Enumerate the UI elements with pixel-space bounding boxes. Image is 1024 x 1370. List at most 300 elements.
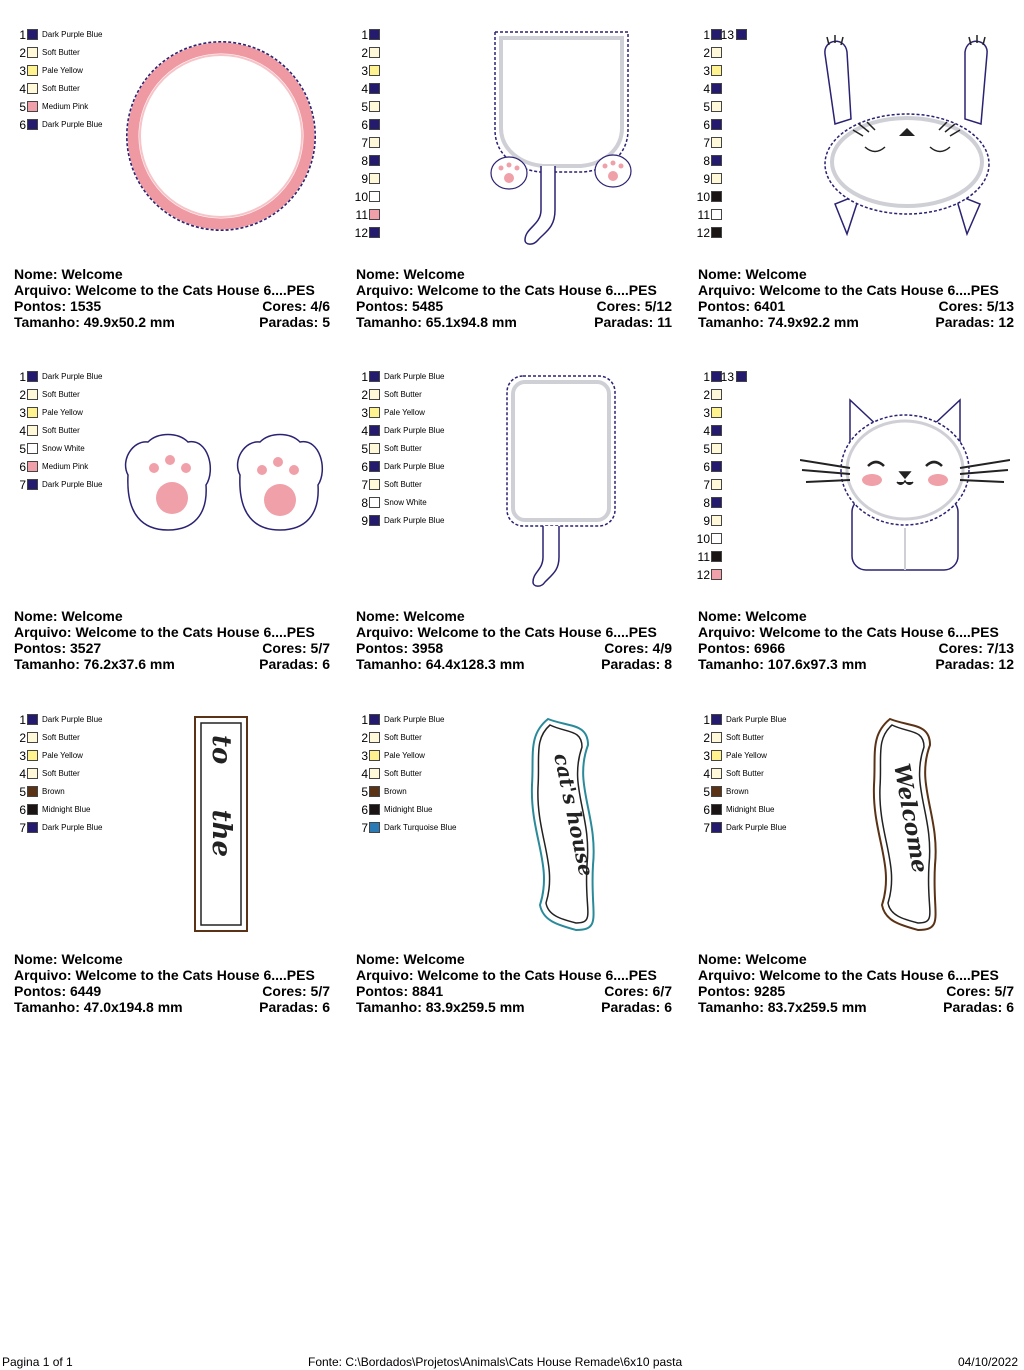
thread-number: 1 <box>703 370 710 384</box>
info-line <box>356 298 672 314</box>
thread-row <box>354 26 474 44</box>
thread-number: 13 <box>720 28 734 42</box>
thread-number: 7 <box>361 821 368 835</box>
thread-row <box>696 404 816 422</box>
cats-house-banner-preview <box>518 715 608 935</box>
design-card-body-tall[interactable] <box>348 358 678 678</box>
info-line <box>698 967 1014 983</box>
thread-color-swatch <box>27 83 38 94</box>
thread-row <box>696 80 816 98</box>
thread-color-name: Dark Purple Blue <box>384 715 445 724</box>
cat-paws-preview <box>118 430 330 540</box>
thread-color-name: Soft Butter <box>726 769 764 778</box>
thread-color-swatch <box>27 822 38 833</box>
thread-color-swatch <box>369 732 380 743</box>
thread-color-swatch <box>27 714 38 725</box>
design-info <box>356 266 672 330</box>
thread-color-name: Soft Butter <box>42 84 80 93</box>
design-size: Tamanho: 47.0x194.8 mm <box>14 999 183 1015</box>
thread-color-swatch <box>369 750 380 761</box>
thread-color-swatch <box>369 173 380 184</box>
thread-number: 13 <box>720 370 734 384</box>
thread-color-name: Soft Butter <box>384 444 422 453</box>
thread-row <box>354 116 474 134</box>
thread-row <box>354 783 474 801</box>
thread-number: 9 <box>361 514 368 528</box>
thread-color-name: Dark Purple Blue <box>384 426 445 435</box>
thread-color-swatch <box>27 101 38 112</box>
info-line <box>14 624 330 640</box>
ring-appliqué-preview <box>121 34 321 239</box>
info-line <box>698 951 1014 967</box>
thread-color-swatch <box>27 804 38 815</box>
info-line <box>698 298 1014 314</box>
thread-row <box>12 116 132 134</box>
design-file: Arquivo: Welcome to the Cats House 6....PES <box>356 624 657 640</box>
design-info <box>698 266 1014 330</box>
info-line <box>698 983 1014 999</box>
thread-color-name: Soft Butter <box>42 426 80 435</box>
info-line <box>356 266 672 282</box>
thread-number: 7 <box>361 478 368 492</box>
thread-row <box>12 422 132 440</box>
banner-text: Welcome <box>888 761 933 875</box>
thread-row <box>696 134 816 152</box>
thread-row <box>354 440 474 458</box>
thread-color-swatch <box>711 209 722 220</box>
thread-number: 5 <box>703 785 710 799</box>
thread-color-swatch <box>369 371 380 382</box>
thread-color-swatch <box>369 515 380 526</box>
cat-body-back-preview <box>483 30 643 250</box>
thread-number: 7 <box>703 136 710 150</box>
thread-number: 9 <box>361 172 368 186</box>
thread-color-swatch <box>711 479 722 490</box>
thread-color-swatch <box>369 209 380 220</box>
thread-color-swatch <box>711 443 722 454</box>
thread-color-name: Midnight Blue <box>384 805 433 814</box>
thread-row <box>696 494 816 512</box>
thread-row <box>12 476 132 494</box>
design-name: Nome: Welcome <box>356 266 465 282</box>
thread-color-name: Soft Butter <box>384 390 422 399</box>
thread-color-swatch <box>711 119 722 130</box>
thread-color-name: Dark Purple Blue <box>42 30 103 39</box>
stitch-count: Pontos: 3958 <box>356 640 444 656</box>
info-line <box>698 608 1014 624</box>
thread-color-swatch <box>369 191 380 202</box>
design-size: Tamanho: 83.7x259.5 mm <box>698 999 867 1015</box>
thread-color-name: Dark Purple Blue <box>726 715 787 724</box>
thread-color-name: Dark Purple Blue <box>42 480 103 489</box>
design-card-cat-arms-up[interactable] <box>690 16 1020 336</box>
thread-color-swatch <box>27 732 38 743</box>
design-card-cat-face[interactable] <box>690 358 1020 678</box>
thread-color-name: Brown <box>384 787 407 796</box>
stop-count: Paradas: 6 <box>259 656 330 672</box>
thread-color-name: Dark Purple Blue <box>384 372 445 381</box>
thread-row <box>354 747 474 765</box>
thread-number: 5 <box>361 785 368 799</box>
design-info <box>14 608 330 672</box>
thread-row <box>696 224 816 242</box>
thread-color-name: Soft Butter <box>384 769 422 778</box>
color-count: Cores: 5/7 <box>946 983 1014 999</box>
thread-color-swatch <box>27 768 38 779</box>
color-count: Cores: 4/6 <box>262 298 330 314</box>
thread-number: 2 <box>361 46 368 60</box>
thread-row <box>696 62 816 80</box>
thread-row <box>12 458 132 476</box>
stitch-count: Pontos: 9285 <box>698 983 786 999</box>
thread-color-swatch <box>27 425 38 436</box>
print-date: 04/10/2022 <box>957 1355 1018 1369</box>
thread-color-name: Soft Butter <box>384 733 422 742</box>
thread-row <box>354 422 474 440</box>
thread-row <box>696 44 816 62</box>
thread-number: 2 <box>19 46 26 60</box>
thread-number: 1 <box>361 28 368 42</box>
thread-color-swatch <box>711 137 722 148</box>
thread-row <box>696 152 816 170</box>
thread-color-name: Pale Yellow <box>42 66 83 75</box>
thread-color-name: Dark Purple Blue <box>42 823 103 832</box>
thread-color-name: Pale Yellow <box>726 751 767 760</box>
thread-color-swatch <box>369 65 380 76</box>
thread-number: 6 <box>703 118 710 132</box>
thread-color-name: Dark Purple Blue <box>42 715 103 724</box>
thread-row <box>354 44 474 62</box>
thread-row <box>696 476 816 494</box>
thread-color-swatch <box>711 804 722 815</box>
thread-color-swatch <box>711 47 722 58</box>
thread-color-swatch <box>369 119 380 130</box>
design-name: Nome: Welcome <box>698 608 807 624</box>
thread-color-swatch <box>369 461 380 472</box>
thread-color-name: Brown <box>726 787 749 796</box>
design-info <box>14 951 330 1015</box>
page-number: Pagina 1 of 1 <box>2 1355 73 1369</box>
design-file: Arquivo: Welcome to the Cats House 6....PES <box>356 967 657 983</box>
thread-row <box>354 711 474 729</box>
thread-number: 9 <box>703 172 710 186</box>
thread-number: 4 <box>19 82 26 96</box>
thread-color-swatch <box>369 497 380 508</box>
thread-color-swatch <box>27 443 38 454</box>
thread-number: 4 <box>361 82 368 96</box>
info-line <box>14 967 330 983</box>
thread-color-swatch <box>711 515 722 526</box>
thread-color-swatch <box>369 227 380 238</box>
color-count: Cores: 7/13 <box>938 640 1014 656</box>
color-count: Cores: 5/7 <box>262 983 330 999</box>
thread-color-swatch <box>27 750 38 761</box>
thread-number: 8 <box>361 496 368 510</box>
thread-color-name: Soft Butter <box>42 769 80 778</box>
thread-number: 6 <box>19 460 26 474</box>
thread-color-name: Midnight Blue <box>726 805 775 814</box>
thread-number: 8 <box>703 496 710 510</box>
thread-number: 2 <box>19 388 26 402</box>
design-size: Tamanho: 74.9x92.2 mm <box>698 314 859 330</box>
thread-number: 3 <box>361 406 368 420</box>
thread-number: 5 <box>361 442 368 456</box>
thread-color-swatch <box>711 569 722 580</box>
thread-row <box>354 98 474 116</box>
thread-row <box>12 26 132 44</box>
design-file: Arquivo: Welcome to the Cats House 6....PES <box>14 967 315 983</box>
thread-color-swatch <box>369 768 380 779</box>
thread-color-swatch <box>369 155 380 166</box>
thread-number: 6 <box>703 803 710 817</box>
thread-legend <box>12 368 132 494</box>
cat-arms-up-preview <box>815 34 1000 249</box>
thread-number: 10 <box>354 190 368 204</box>
thread-number: 4 <box>361 767 368 781</box>
banner-text: to the <box>206 735 236 858</box>
thread-legend <box>696 26 816 242</box>
thread-row <box>354 404 474 422</box>
thread-color-swatch <box>736 29 747 40</box>
design-card-ring[interactable] <box>6 16 336 336</box>
design-size: Tamanho: 107.6x97.3 mm <box>698 656 867 672</box>
thread-color-swatch <box>27 389 38 400</box>
info-line <box>356 314 672 330</box>
thread-color-name: Dark Purple Blue <box>384 516 445 525</box>
design-file: Arquivo: Welcome to the Cats House 6....PES <box>698 282 999 298</box>
info-line <box>356 282 672 298</box>
info-line <box>14 983 330 999</box>
design-info <box>356 608 672 672</box>
cat-body-tall-preview <box>503 372 623 592</box>
thread-number: 8 <box>703 154 710 168</box>
thread-color-swatch <box>27 461 38 472</box>
thread-color-swatch <box>711 497 722 508</box>
thread-color-swatch <box>711 83 722 94</box>
thread-number: 2 <box>19 731 26 745</box>
thread-number: 8 <box>361 154 368 168</box>
thread-color-swatch <box>369 47 380 58</box>
thread-number: 11 <box>697 208 710 222</box>
info-line <box>14 298 330 314</box>
thread-color-swatch <box>369 425 380 436</box>
thread-color-swatch <box>27 786 38 797</box>
thread-number: 6 <box>361 118 368 132</box>
thread-color-swatch <box>711 227 722 238</box>
thread-number: 4 <box>703 424 710 438</box>
thread-row <box>696 512 816 530</box>
design-file: Arquivo: Welcome to the Cats House 6....PES <box>698 967 999 983</box>
thread-color-name: Soft Butter <box>42 733 80 742</box>
thread-color-name: Soft Butter <box>42 390 80 399</box>
thread-color-swatch <box>27 371 38 382</box>
thread-row <box>12 711 132 729</box>
info-line <box>356 656 672 672</box>
design-name: Nome: Welcome <box>698 951 807 967</box>
thread-color-swatch <box>27 119 38 130</box>
thread-number: 2 <box>361 388 368 402</box>
stitch-count: Pontos: 5485 <box>356 298 444 314</box>
info-line <box>14 608 330 624</box>
thread-row <box>354 188 474 206</box>
thread-row-extra <box>718 368 778 386</box>
thread-color-name: Snow White <box>42 444 85 453</box>
thread-color-swatch <box>711 425 722 436</box>
thread-number: 11 <box>355 208 368 222</box>
to-the-banner-preview <box>191 715 251 935</box>
design-size: Tamanho: 76.2x37.6 mm <box>14 656 175 672</box>
stop-count: Paradas: 12 <box>935 314 1014 330</box>
thread-number: 5 <box>19 442 26 456</box>
thread-row <box>354 206 474 224</box>
design-card-to-the[interactable] <box>6 701 336 1021</box>
thread-number: 2 <box>703 46 710 60</box>
thread-color-swatch <box>27 47 38 58</box>
stop-count: Paradas: 6 <box>259 999 330 1015</box>
thread-row-extra <box>718 26 778 44</box>
thread-legend <box>12 26 132 134</box>
thread-row <box>696 566 816 584</box>
thread-row <box>696 98 816 116</box>
thread-row <box>696 765 816 783</box>
info-line <box>14 640 330 656</box>
thread-number: 7 <box>19 478 26 492</box>
stitch-count: Pontos: 8841 <box>356 983 444 999</box>
thread-row <box>696 819 816 837</box>
info-line <box>14 266 330 282</box>
thread-row <box>12 765 132 783</box>
thread-color-swatch <box>711 191 722 202</box>
thread-color-name: Pale Yellow <box>42 751 83 760</box>
thread-color-swatch <box>736 371 747 382</box>
stitch-count: Pontos: 6449 <box>14 983 102 999</box>
thread-legend <box>354 711 474 837</box>
info-line <box>14 314 330 330</box>
stop-count: Paradas: 5 <box>259 314 330 330</box>
thread-color-name: Medium Pink <box>42 102 89 111</box>
thread-row <box>12 747 132 765</box>
thread-row <box>696 711 816 729</box>
thread-row <box>354 765 474 783</box>
thread-number: 5 <box>703 100 710 114</box>
info-line <box>356 983 672 999</box>
thread-color-swatch <box>711 732 722 743</box>
stitch-count: Pontos: 6401 <box>698 298 786 314</box>
design-card-paws[interactable] <box>6 358 336 678</box>
thread-number: 6 <box>19 803 26 817</box>
thread-number: 6 <box>361 460 368 474</box>
thread-color-swatch <box>27 407 38 418</box>
thread-row <box>354 494 474 512</box>
thread-color-swatch <box>711 173 722 184</box>
design-name: Nome: Welcome <box>14 951 123 967</box>
thread-row <box>696 530 816 548</box>
thread-color-swatch <box>369 407 380 418</box>
design-name: Nome: Welcome <box>14 266 123 282</box>
thread-number: 1 <box>703 28 710 42</box>
info-line <box>14 282 330 298</box>
info-line <box>14 656 330 672</box>
thread-color-name: Soft Butter <box>42 48 80 57</box>
thread-color-swatch <box>27 479 38 490</box>
thread-color-name: Pale Yellow <box>42 408 83 417</box>
thread-row <box>12 44 132 62</box>
thread-row <box>354 729 474 747</box>
design-info <box>14 266 330 330</box>
thread-number: 1 <box>703 713 710 727</box>
thread-row <box>12 819 132 837</box>
thread-row <box>354 152 474 170</box>
design-card-welcome[interactable] <box>690 701 1020 1021</box>
thread-number: 4 <box>703 82 710 96</box>
thread-number: 12 <box>696 568 710 582</box>
thread-row <box>696 747 816 765</box>
thread-color-name: Pale Yellow <box>384 751 425 760</box>
thread-number: 3 <box>361 64 368 78</box>
design-card-cats-house[interactable] <box>348 701 678 1021</box>
thread-color-swatch <box>369 29 380 40</box>
stop-count: Paradas: 12 <box>935 656 1014 672</box>
design-size: Tamanho: 65.1x94.8 mm <box>356 314 517 330</box>
color-count: Cores: 4/9 <box>604 640 672 656</box>
thread-row <box>696 548 816 566</box>
thread-number: 7 <box>361 136 368 150</box>
thread-number: 5 <box>703 442 710 456</box>
banner-text: cat's house <box>549 751 599 879</box>
thread-number: 10 <box>696 532 710 546</box>
stop-count: Paradas: 6 <box>601 999 672 1015</box>
thread-row <box>696 26 816 44</box>
design-card-cat-body-back[interactable] <box>348 16 678 336</box>
info-line <box>356 951 672 967</box>
design-name: Nome: Welcome <box>356 608 465 624</box>
thread-number: 4 <box>19 424 26 438</box>
thread-row <box>354 62 474 80</box>
info-line <box>698 999 1014 1015</box>
source-path: Fonte: C:\Bordados\Projetos\Animals\Cats House Remade\6x10 pasta <box>308 1355 683 1369</box>
info-line <box>14 951 330 967</box>
thread-color-swatch <box>27 65 38 76</box>
thread-number: 2 <box>703 388 710 402</box>
thread-number: 5 <box>361 100 368 114</box>
info-line <box>356 624 672 640</box>
thread-row <box>354 458 474 476</box>
thread-row <box>696 368 816 386</box>
thread-row <box>696 801 816 819</box>
thread-row <box>696 729 816 747</box>
color-count: Cores: 5/7 <box>262 640 330 656</box>
thread-color-swatch <box>369 714 380 725</box>
info-line <box>356 640 672 656</box>
thread-color-swatch <box>711 155 722 166</box>
design-name: Nome: Welcome <box>14 608 123 624</box>
thread-color-name: Soft Butter <box>726 733 764 742</box>
stitch-count: Pontos: 1535 <box>14 298 102 314</box>
thread-row <box>354 476 474 494</box>
thread-number: 3 <box>19 406 26 420</box>
thread-legend <box>696 368 816 584</box>
thread-number: 7 <box>703 478 710 492</box>
thread-number: 3 <box>703 749 710 763</box>
stop-count: Paradas: 11 <box>594 314 672 330</box>
thread-row <box>12 80 132 98</box>
thread-color-swatch <box>27 29 38 40</box>
thread-number: 3 <box>703 64 710 78</box>
thread-legend <box>354 26 474 242</box>
info-line <box>356 608 672 624</box>
design-file: Arquivo: Welcome to the Cats House 6....PES <box>14 282 315 298</box>
thread-number: 4 <box>703 767 710 781</box>
